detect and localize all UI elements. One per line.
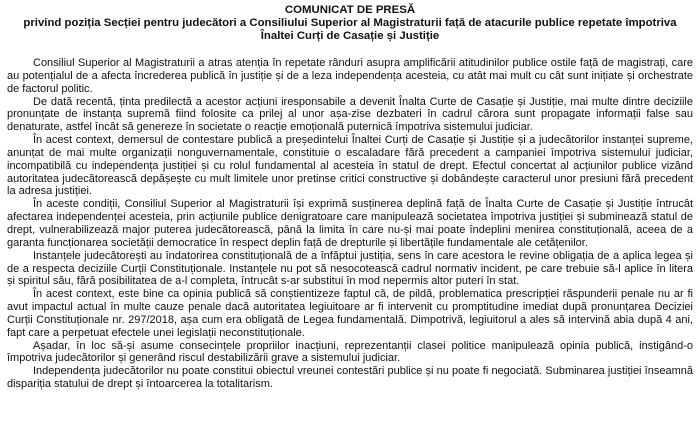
document-subtitle: privind poziția Secției pentru judecători a Consiliului Superior al Magistraturii față de atacurile publice repetate împotriva Înaltei Curți de Casație și Justiție <box>23 17 677 42</box>
paragraph: Instanțele judecătorești au îndatorirea constituțională de a înfăptui justiția, sens în care acestora le revine obligația de a aplica legea și de a respecta deciziile Curții Constituționale. Instanțele nu pot să nesocotească cadrul normativ incident, pe care trebuie să-l aplice în litera și spiritul său, fără posibilitatea de a-l completa, întrucât s-ar substitui în mod nepermis altor puteri în stat. <box>7 249 693 288</box>
document-body <box>7 57 693 391</box>
paragraph: Independența judecătorilor nu poate constitui obiectul vreunei contestări publice și nu poate fi negociată. Subminarea justiției înseamnă dispariția statului de drept și întoarcerea la totalitarism. <box>7 365 693 391</box>
paragraph: Așadar, în loc să-și asume consecințele propriilor inacțiuni, reprezentanții clasei politice manipulează opinia publică, instigând-o împotriva judecătorilor și generând riscul destabilizării grave a sistemului judiciar. <box>7 339 693 365</box>
paragraph: În aceste condiții, Consiliul Superior al Magistraturii își exprimă susținerea deplină față de Înalta Curte de Casație și Justiție întrucât afectarea independenței acesteia, prin acțiunile publice denigratoare care manipulează societatea împotriva justiției și subminează statul de drept, vulnerabilizează major puterea judecătorească, până la limita în care nu-și mai poate îndeplini menirea constituțională, aceea de a garanta funcționarea societății democratice în respect deplin față de drepturile și libertățile fundamentale ale cetățenilor. <box>7 198 693 249</box>
paragraph: Consiliul Superior al Magistraturii a atras atenția în repetate rânduri asupra amplificării atitudinilor publice ostile față de magistrați, care au potențialul de a afecta încrederea publică în justiție și de a leza independența acesteia, cu atât mai mult cu cât sunt inițiate și orchestrate de factorul politic. <box>7 57 693 95</box>
paragraph: De dată recentă, ținta predilectă a acestor acțiuni iresponsabile a devenit Înalta Curte de Casație și Justiție, mai multe dintre deciziile pronunțate de instanța supremă fiind folosite ca prilej al unor așa-zise dezbateri în cadrul cărora sunt propagate informații false sau denaturate, astfel încât să genereze în societate o reacție emoțională puternică împotriva sistemului judiciar. <box>7 95 693 134</box>
paragraph: În acest context, este bine ca opinia publică să conștientizeze faptul că, de pildă, problematica prescripției răspunderii penale nu ar fi avut impactul actual în multe cauze penale dacă autoritatea legiuitoare ar fi intervenit cu promptitudine imediat după pronunțarea Deciziei Curții Constituționale nr. 297/2018, așa cum era obligată de Legea fundamentală. Dimpotrivă, legiuitorul a ales să intervină abia după 4 ani, fapt care a perpetuat efectele unei legislații neconstituționale. <box>7 288 693 339</box>
document-title: COMUNICAT DE PRESĂ <box>284 4 416 16</box>
paragraph: În acest context, demersul de contestare publică a președintelui Înaltei Curți de Casație și Justiție și a judecătorilor instanței supreme, anunțat de mai multe organizații nonguvernamentale, constituie o escaladare fără precedent a campaniei împotriva sistemului judiciar, incompatibilă cu independența justiției și cu rolul fundamental al acesteia în statul de drept. Efectul concertat al acțiunilor publice vizând autoritatea judecătorească depășește cu mult limitele unor pretinse critici constructive și dobândește caracterul unor presiuni fără precedent la adresa justiției. <box>7 134 693 198</box>
